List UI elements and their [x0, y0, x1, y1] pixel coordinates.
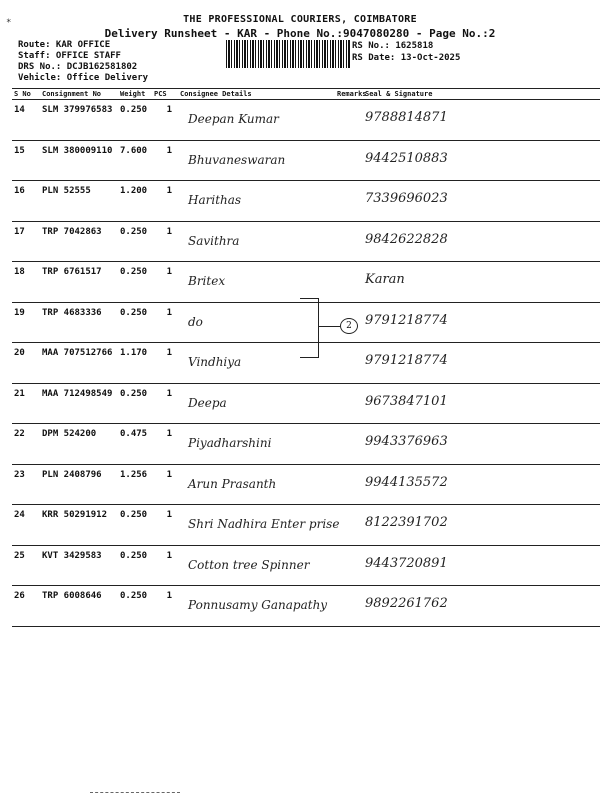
header-pcs: PCS — [152, 89, 178, 100]
row-signature: 9943376963 — [363, 424, 600, 465]
row-pcs: 1 — [152, 181, 178, 222]
row-remarks — [335, 545, 363, 586]
row-pcs: 1 — [152, 545, 178, 586]
row-pcs: 1 — [152, 262, 178, 303]
table-row — [12, 505, 600, 546]
table-row — [12, 424, 600, 465]
row-pcs: 1 — [152, 505, 178, 546]
row-consignee: Deepa — [178, 383, 335, 424]
row-consignee: Piyadharshini — [178, 424, 335, 465]
row-weight: 1.200 — [118, 181, 152, 222]
row-signature: 9791218774 — [363, 302, 600, 343]
row-weight: 0.250 — [118, 302, 152, 343]
row-weight: 0.250 — [118, 221, 152, 262]
table-row — [12, 464, 600, 505]
rs-number: RS No.: 1625818 — [352, 41, 434, 51]
row-weight: 0.250 — [118, 262, 152, 303]
table-row — [12, 100, 600, 141]
row-consignee: Savithra — [178, 221, 335, 262]
company-title: THE PROFESSIONAL COURIERS, COIMBATORE — [183, 14, 417, 25]
row-remarks — [335, 140, 363, 181]
row-remarks — [335, 586, 363, 627]
circled-number: 2 — [340, 318, 358, 334]
row-consignment-no: KVT 3429583 — [40, 545, 118, 586]
row-weight: 1.170 — [118, 343, 152, 384]
row-remarks — [335, 181, 363, 222]
row-consignment-no: TRP 7042863 — [40, 221, 118, 262]
rs-date: RS Date: 13-Oct-2025 — [352, 53, 461, 63]
table-row — [12, 221, 600, 262]
row-remarks — [335, 383, 363, 424]
row-consignee: Cotton tree Spinner — [178, 545, 335, 586]
row-signature: 9842622828 — [363, 221, 600, 262]
table-row — [12, 586, 600, 627]
row-signature: 9442510883 — [363, 140, 600, 181]
row-consignment-no: TRP 6761517 — [40, 262, 118, 303]
row-consignee: Ponnusamy Ganapathy — [178, 586, 335, 627]
row-consignment-no: SLM 380009110 — [40, 140, 118, 181]
row-sno: 15 — [12, 140, 40, 181]
header-consignee: Consignee Details — [178, 89, 335, 100]
row-signature: 9791218774 — [363, 343, 600, 384]
row-consignment-no: PLN 2408796 — [40, 464, 118, 505]
row-sno: 26 — [12, 586, 40, 627]
row-consignee: Harithas — [178, 181, 335, 222]
row-consignee: Arun Prasanth — [178, 464, 335, 505]
row-consignee: Deepan Kumar — [178, 100, 335, 141]
row-signature: 7339696023 — [363, 181, 600, 222]
row-remarks — [335, 424, 363, 465]
row-remarks — [335, 100, 363, 141]
table-row — [12, 140, 600, 181]
bracket-arrow — [318, 326, 340, 327]
row-consignment-no: TRP 6008646 — [40, 586, 118, 627]
corner-mark: * — [6, 18, 12, 28]
bracket-mark — [300, 298, 319, 358]
row-consignee: do — [178, 302, 335, 343]
vehicle-label: Vehicle: Office Delivery — [18, 73, 149, 83]
row-pcs: 1 — [152, 383, 178, 424]
row-signature: 9443720891 — [363, 545, 600, 586]
staff-label: Staff: OFFICE STAFF — [18, 51, 121, 61]
row-weight: 7.600 — [118, 140, 152, 181]
row-consignment-no: PLN 52555 — [40, 181, 118, 222]
row-weight: 0.250 — [118, 586, 152, 627]
drs-label: DRS No.: DCJB162581802 — [18, 62, 138, 72]
row-consignment-no: MAA 707512766 — [40, 343, 118, 384]
row-sno: 24 — [12, 505, 40, 546]
table-header-row — [12, 89, 600, 100]
row-remarks — [335, 262, 363, 303]
barcode — [226, 40, 350, 68]
row-signature: Karan — [363, 262, 600, 303]
row-consignment-no: SLM 379976583 — [40, 100, 118, 141]
row-consignment-no: TRP 4683336 — [40, 302, 118, 343]
row-signature: 9944135572 — [363, 464, 600, 505]
row-weight: 0.250 — [118, 505, 152, 546]
row-consignment-no: DPM 524200 — [40, 424, 118, 465]
row-pcs: 1 — [152, 100, 178, 141]
row-consignee: Vindhiya — [178, 343, 335, 384]
row-sno: 22 — [12, 424, 40, 465]
row-pcs: 1 — [152, 424, 178, 465]
row-remarks — [335, 464, 363, 505]
row-signature: 9892261762 — [363, 586, 600, 627]
row-weight: 1.256 — [118, 464, 152, 505]
table-row — [12, 383, 600, 424]
row-sno: 21 — [12, 383, 40, 424]
header-sno: S No — [12, 89, 40, 100]
row-signature: 9673847101 — [363, 383, 600, 424]
row-consignment-no: KRR 50291912 — [40, 505, 118, 546]
row-weight: 0.250 — [118, 100, 152, 141]
row-signature: 9788814871 — [363, 100, 600, 141]
row-sno: 17 — [12, 221, 40, 262]
row-pcs: 1 — [152, 343, 178, 384]
runsheet-subtitle: Delivery Runsheet - KAR - Phone No.:9047080280 - Page No.:2 — [104, 27, 496, 40]
row-sno: 20 — [12, 343, 40, 384]
row-consignment-no: MAA 712498549 — [40, 383, 118, 424]
header-weight: Weight — [118, 89, 152, 100]
row-remarks — [335, 221, 363, 262]
row-consignee: Bhuvaneswaran — [178, 140, 335, 181]
row-sno: 16 — [12, 181, 40, 222]
footer-scribble — [90, 792, 180, 793]
row-sno: 25 — [12, 545, 40, 586]
row-pcs: 1 — [152, 221, 178, 262]
row-pcs: 1 — [152, 464, 178, 505]
row-sno: 23 — [12, 464, 40, 505]
row-consignee: Shri Nadhira Enter prise — [178, 505, 335, 546]
row-remarks — [335, 343, 363, 384]
row-weight: 0.250 — [118, 383, 152, 424]
row-pcs: 1 — [152, 140, 178, 181]
row-pcs: 1 — [152, 586, 178, 627]
row-weight: 0.250 — [118, 545, 152, 586]
table-row — [12, 545, 600, 586]
row-sno: 18 — [12, 262, 40, 303]
header-remarks: Remarks — [337, 90, 367, 98]
row-pcs: 1 — [152, 302, 178, 343]
row-weight: 0.475 — [118, 424, 152, 465]
row-sno: 14 — [12, 100, 40, 141]
header-consignment: Consignment No — [40, 89, 118, 100]
table-row — [12, 181, 600, 222]
row-consignee: Britex — [178, 262, 335, 303]
route-label: Route: KAR OFFICE — [18, 40, 111, 50]
row-sno: 19 — [12, 302, 40, 343]
header-signature: Seal & Signature — [363, 89, 600, 100]
table-row — [12, 262, 600, 303]
row-signature: 8122391702 — [363, 505, 600, 546]
